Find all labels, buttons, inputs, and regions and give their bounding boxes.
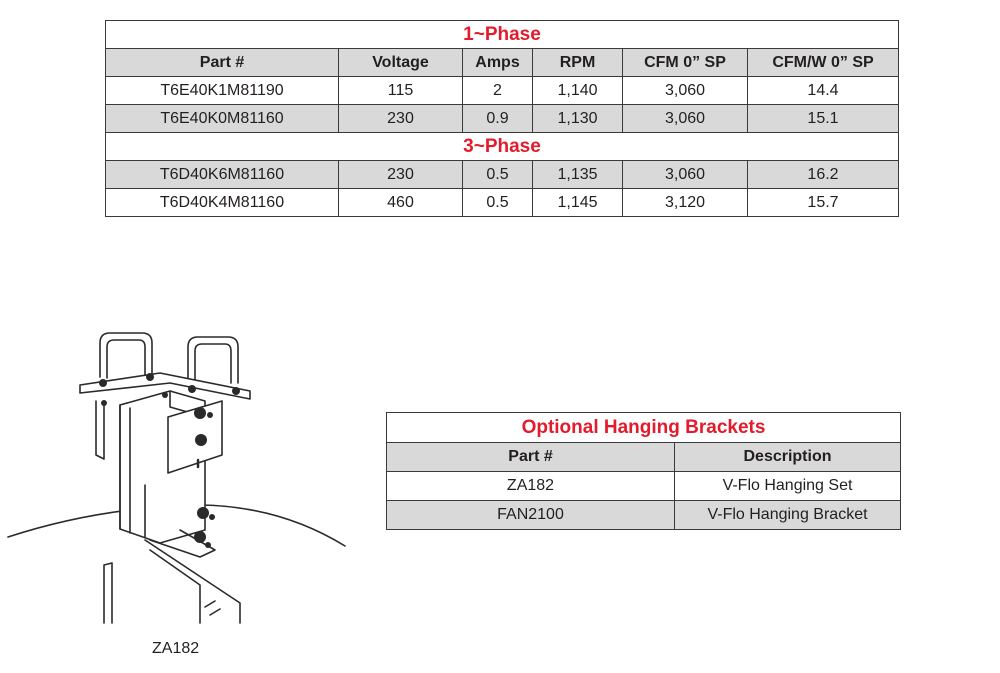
spec-header-row: [106, 49, 899, 77]
cell-voltage: 230: [339, 161, 463, 189]
cell-part: FAN2100: [387, 501, 675, 530]
section-title-1-phase: 1~Phase: [106, 21, 899, 49]
table-row: [387, 472, 901, 501]
cell-part: T6D40K6M81160: [106, 161, 339, 189]
cell-voltage: 460: [339, 189, 463, 217]
table-row: [106, 77, 899, 105]
col-header-cfm-per-watt: CFM/W 0” SP: [748, 49, 899, 77]
col-header-cfm: CFM 0” SP: [623, 49, 748, 77]
cell-cfm: 3,060: [623, 105, 748, 133]
cell-description: V-Flo Hanging Bracket: [675, 501, 901, 530]
cell-rpm: 1,135: [533, 161, 623, 189]
hanging-brackets-table: [386, 412, 901, 530]
table-row: [106, 161, 899, 189]
cell-amps: 2: [463, 77, 533, 105]
cell-amps: 0.5: [463, 189, 533, 217]
col-header-part: Part #: [106, 49, 339, 77]
cell-cfm: 3,120: [623, 189, 748, 217]
col-header-amps: Amps: [463, 49, 533, 77]
cell-cfm: 3,060: [623, 161, 748, 189]
figure-caption: ZA182: [152, 640, 200, 657]
cell-cfm-per-watt: 15.1: [748, 105, 899, 133]
cell-amps: 0.9: [463, 105, 533, 133]
cell-part: ZA182: [387, 472, 675, 501]
col-header-part: Part #: [387, 443, 675, 472]
col-header-description: Description: [675, 443, 901, 472]
cell-voltage: 115: [339, 77, 463, 105]
col-header-rpm: RPM: [533, 49, 623, 77]
hanging-bracket-drawing: [0, 325, 360, 625]
section-row-1-phase: [106, 21, 899, 49]
table-row: [387, 501, 901, 530]
col-header-voltage: Voltage: [339, 49, 463, 77]
table-row: [106, 189, 899, 217]
cell-part: T6E40K1M81190: [106, 77, 339, 105]
cell-rpm: 1,140: [533, 77, 623, 105]
section-title-3-phase: 3~Phase: [106, 133, 899, 161]
brackets-title: Optional Hanging Brackets: [387, 413, 901, 443]
cell-description: V-Flo Hanging Set: [675, 472, 901, 501]
cell-part: T6D40K4M81160: [106, 189, 339, 217]
cell-rpm: 1,130: [533, 105, 623, 133]
brackets-header-row: [387, 443, 901, 472]
cell-cfm-per-watt: 16.2: [748, 161, 899, 189]
cell-part: T6E40K0M81160: [106, 105, 339, 133]
motor-spec-table: [105, 20, 899, 217]
cell-voltage: 230: [339, 105, 463, 133]
cell-cfm-per-watt: 15.7: [748, 189, 899, 217]
cell-cfm: 3,060: [623, 77, 748, 105]
cell-cfm-per-watt: 14.4: [748, 77, 899, 105]
section-row-3-phase: [106, 133, 899, 161]
table-row: [106, 105, 899, 133]
brackets-title-row: [387, 413, 901, 443]
cell-rpm: 1,145: [533, 189, 623, 217]
cell-amps: 0.5: [463, 161, 533, 189]
